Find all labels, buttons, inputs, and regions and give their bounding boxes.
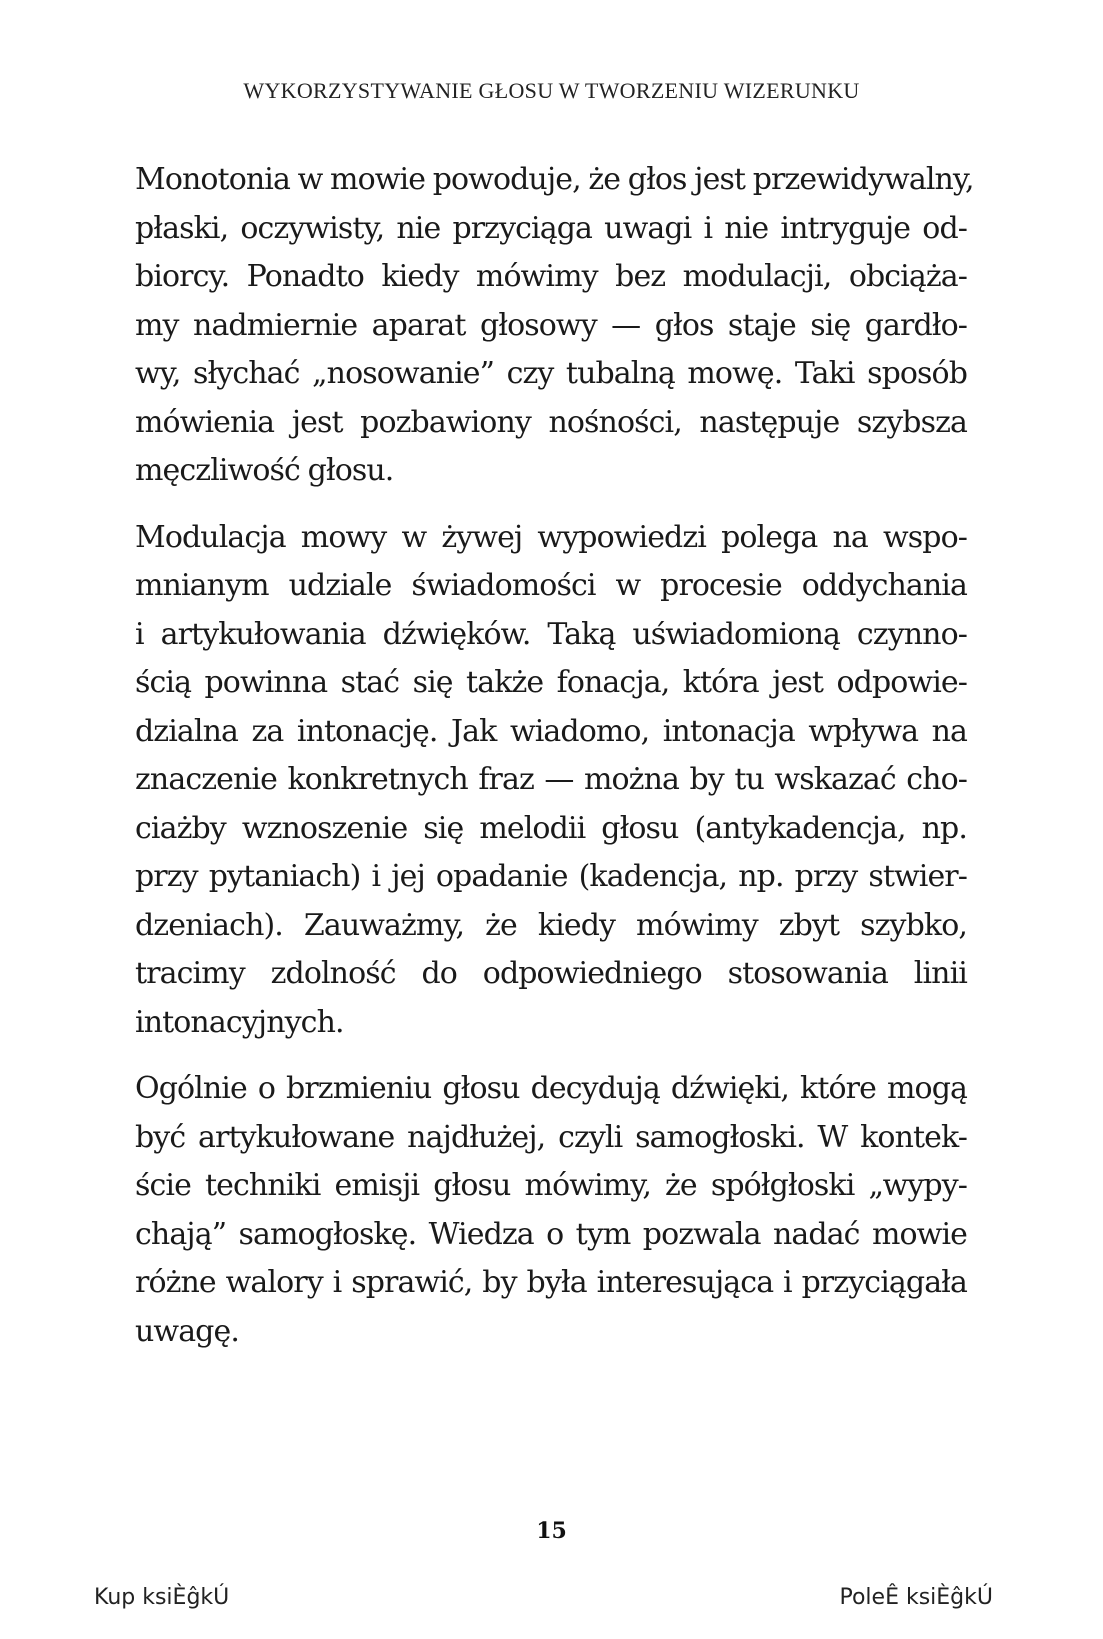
text-line: mówienia jest pozbawiony nośności, następuje szybsza [135, 404, 967, 440]
text-line: przy pytaniach) i jej opadanie (kadencja, np. przy stwier- [135, 859, 967, 894]
text-line: dzeniach). Zauważmy, że kiedy mówimy zbyt szybko, [135, 907, 967, 943]
text-line: my nadmiernie aparat głosowy — głos staje się gardło- [135, 307, 967, 343]
text-line: być artykułowane najdłużej, czyli samogłoski. W kontek- [135, 1119, 967, 1155]
text-line: Ogólnie o brzmieniu głosu decydują dźwięki, które mogą [135, 1071, 967, 1106]
text-line: ciażby wznoszenie się melodii głosu (antykadencja, np. [135, 810, 967, 846]
text-line: płaski, oczywisty, nie przyciąga uwagi i nie intryguje od- [135, 210, 967, 246]
page-number: 15 [536, 1518, 567, 1544]
text-line: dzialna za intonację. Jak wiadomo, intonacja wpływa na [135, 713, 967, 749]
text-line: Monotonia w mowie powoduje, że głos jest przewidywalny, [135, 162, 974, 197]
paragraph-1 [135, 156, 974, 496]
text-line: biorcy. Ponadto kiedy mówimy bez modulacji, obciąża- [135, 259, 967, 294]
text-line: Modulacja mowy w żywej wypowiedzi polega na wspo- [135, 519, 967, 555]
buy-book-link[interactable]: Kup ksiÈĝkÚ [94, 1585, 230, 1610]
text-line: męczliwość głosu. [135, 453, 394, 488]
text-line: intonacyjnych. [135, 1004, 344, 1040]
text-line: chają” samogłoskę. Wiedza o tym pozwala nadać mowie [135, 1216, 967, 1252]
text-line: wy, słychać „nosowanie” czy tubalną mowę. Taki sposób [135, 356, 967, 391]
text-line: i artykułowania dźwięków. Taką uświadomioną czynno- [135, 616, 967, 652]
body-text [135, 156, 974, 1374]
text-line: różne walory i sprawić, by była interesująca i przyciągała [135, 1265, 967, 1300]
text-line: znaczenie konkretnych fraz — można by tu wskazać cho- [135, 762, 967, 797]
text-line: tracimy zdolność do odpowiedniego stosowania linii [135, 956, 967, 991]
paragraph-3 [135, 1065, 967, 1356]
text-line: ście techniki emisji głosu mówimy, że spółgłoski „wypy- [135, 1168, 967, 1203]
running-head: WYKORZYSTYWANIE GŁOSU W TWORZENIU WIZERUNKU [243, 78, 860, 103]
text-line: uwagę. [135, 1313, 239, 1349]
recommend-book-link[interactable]: PoleÊ ksiÈĝkÚ [839, 1585, 993, 1610]
text-line: ścią powinna stać się także fonacja, która jest odpowie- [135, 665, 967, 700]
paragraph-2 [135, 514, 967, 1048]
text-line: mnianym udziale świadomości w procesie oddychania [135, 568, 967, 603]
